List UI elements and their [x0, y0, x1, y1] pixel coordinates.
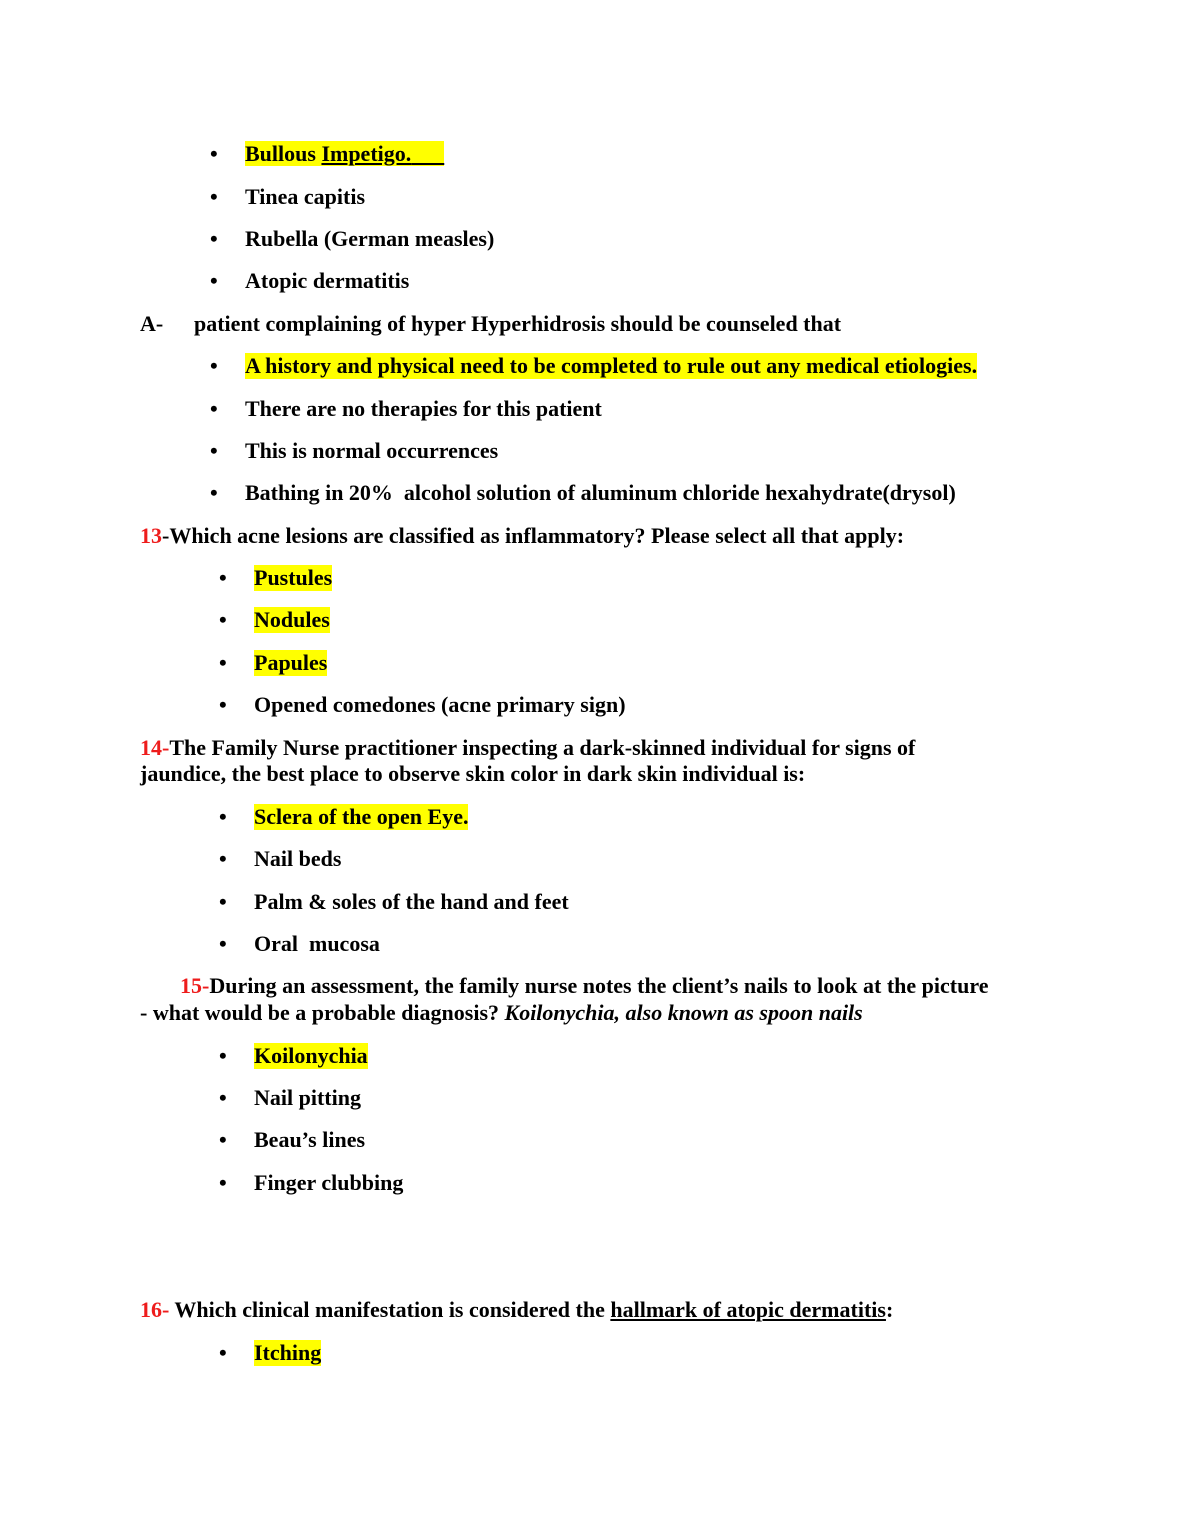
question-15 — [180, 973, 988, 999]
question-text-line2: jaundice, the best place to observe skin color in dark skin individual is: — [140, 761, 806, 786]
bullet-icon: • — [210, 268, 218, 293]
answer-hint: Koilonychia, also known as spoon nails — [504, 1000, 863, 1025]
question-text: -Which acne lesions are classified as inflammatory? Please select all that apply: — [162, 523, 905, 548]
option: Bathing in 20% alcohol solution of aluminum chloride hexahydrate(drysol) — [245, 480, 956, 505]
bullet-icon: • — [219, 846, 227, 871]
option: Beau’s lines — [254, 1127, 366, 1152]
option-atopic-dermatitis: Atopic dermatitis — [245, 268, 410, 293]
bullet-icon: • — [210, 141, 218, 166]
option: There are no therapies for this patient — [245, 396, 602, 421]
option-bullous-impetigo: Bullous Impetigo. — [245, 141, 444, 167]
bullet-icon: • — [219, 565, 227, 590]
bullet-icon: • — [219, 804, 227, 829]
question-13 — [140, 523, 904, 549]
option-answer-highlighted: A history and physical need to be completed to rule out any medical etiologies. — [245, 353, 978, 378]
question-14 — [140, 735, 915, 761]
bullet-icon: • — [219, 692, 227, 717]
question-number: 13 — [140, 523, 162, 548]
bullet-icon: • — [219, 1127, 227, 1152]
bullet-icon: • — [219, 607, 227, 632]
bullet-icon: • — [210, 226, 218, 251]
bullet-icon: • — [219, 650, 227, 675]
option-answer-highlighted: Itching — [254, 1340, 322, 1365]
bullet-icon: • — [219, 1043, 227, 1068]
bullet-icon: • — [219, 889, 227, 914]
option-tinea-capitis: Tinea capitis — [245, 184, 366, 209]
option: Nail beds — [254, 846, 342, 871]
question-text: The Family Nurse practitioner inspecting a dark-skinned individual for signs of — [169, 735, 916, 760]
bullet-icon: • — [219, 1085, 227, 1110]
question-number: 14- — [140, 735, 170, 760]
option-rubella: Rubella (German measles) — [245, 226, 495, 251]
option-answer-highlighted: Papules — [254, 650, 328, 675]
option: Finger clubbing — [254, 1170, 404, 1195]
question-label: A- — [140, 311, 164, 336]
bullet-icon: • — [210, 396, 218, 421]
bullet-icon: • — [210, 480, 218, 505]
question-number: 15- — [180, 973, 210, 998]
question-number: 16- — [140, 1297, 170, 1322]
option-answer-highlighted: Nodules — [254, 607, 330, 632]
question-text: patient complaining of hyper Hyperhidrosis should be counseled that — [194, 311, 842, 336]
option: This is normal occurrences — [245, 438, 499, 463]
bullet-icon: • — [219, 1340, 227, 1365]
option: Palm & soles of the hand and feet — [254, 889, 569, 914]
question-text-line2: - what would be a probable diagnosis? Koilonychia, also known as spoon nails — [140, 1000, 863, 1025]
bullet-icon: • — [210, 438, 218, 463]
bullet-icon: • — [219, 1170, 227, 1195]
option: Oral mucosa — [254, 931, 380, 956]
bullet-icon: • — [210, 184, 218, 209]
option-answer-highlighted: Pustules — [254, 565, 333, 590]
option-answer-highlighted: Koilonychia — [254, 1043, 368, 1068]
option: Nail pitting — [254, 1085, 361, 1110]
option: Opened comedones (acne primary sign) — [254, 692, 626, 717]
option-answer-highlighted: Sclera of the open Eye. — [254, 804, 469, 829]
bullet-icon: • — [219, 931, 227, 956]
question-16: 16- Which clinical manifestation is considered the hallmark of atopic dermatitis: — [140, 1297, 894, 1322]
question-text: During an assessment, the family nurse notes the client’s nails to look at the picture — [209, 973, 989, 998]
bullet-icon: • — [210, 353, 218, 378]
